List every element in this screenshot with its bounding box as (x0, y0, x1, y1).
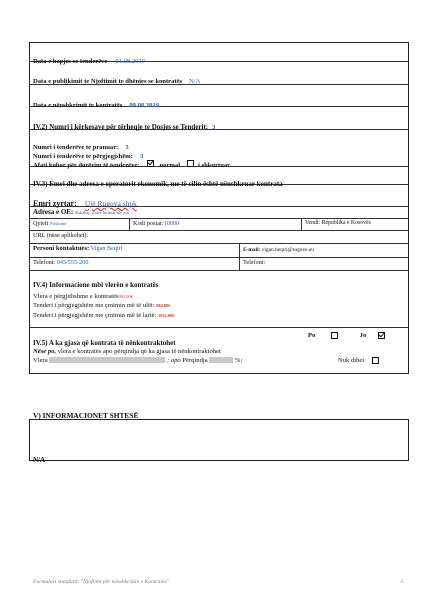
publication-date-value: N/A (189, 78, 201, 85)
requests-count-label: IV.2) Numri i kërkesave për tërheqje te Dosjes se Tenderit: (33, 123, 209, 131)
additional-info-value: N/A (33, 456, 46, 464)
publication-date-row (30, 62, 408, 85)
total-value-label: Vlera e përgjithshme e kontratës (33, 293, 119, 300)
contact-label: Personi kontaktues: (33, 245, 90, 252)
phone-row (30, 258, 408, 271)
yes-checkbox[interactable] (378, 332, 385, 339)
contract-info-form (29, 42, 409, 374)
email-value: vigan.beqiri@rugove.eu (261, 247, 315, 253)
yes-option-label: Jo (359, 332, 367, 340)
if-yes-label: Nëse po, (33, 348, 57, 355)
section-iv4-title: IV.4) Informacione mbi vlerën e kontratës (33, 281, 159, 289)
subcontract-value-label: Vlera (33, 357, 48, 364)
received-tenders-label: Numri i tenderëve te pranuar: (33, 144, 119, 151)
contact-value: Vigan Beqiri (90, 245, 123, 252)
if-yes-description: vlera e kontratës apo përqindja që ka gjasa të nënkontraktohet (57, 348, 221, 355)
url-row (30, 231, 408, 244)
additional-info-box (29, 419, 409, 464)
total-value: 984.00€ (118, 294, 133, 299)
highest-price-value: 1032.00€ (158, 313, 175, 318)
section-iv5-title: IV.5) A ka gjasa që kontrata të nënkontraktohet (33, 339, 176, 347)
or-label: ; apo (166, 357, 181, 364)
deadline-label: Afati kohor për dorëzim të tenderëve: (33, 162, 140, 169)
short-option-label: i shkurtuar (198, 162, 231, 169)
highest-price-label: Tenderi i përgjegjshëm me çmimin më të lartë: (33, 312, 157, 319)
unknown-checkbox[interactable] (372, 357, 379, 364)
url-label: URL (nëse aplikohet): (33, 232, 89, 239)
opening-date-row (30, 43, 408, 65)
section-iv5 (30, 328, 408, 373)
email-label: E-mail: (243, 247, 261, 253)
signing-date-row (30, 85, 408, 107)
received-tenders-value: 3 (125, 144, 129, 151)
page-number: 3 (400, 579, 403, 585)
opening-date-value: 01.08.2019 (115, 58, 146, 65)
fax-label: Telefoni: (243, 259, 266, 266)
page-footer (33, 579, 403, 585)
percent-suffix: %; (234, 357, 243, 364)
city-label: Qyteti (33, 220, 49, 227)
normal-option-label: normal (159, 162, 181, 169)
address-label: Adresa e OE: (33, 208, 74, 216)
official-name-row (30, 185, 408, 206)
requests-count-row (30, 107, 408, 130)
address-value: Shkabaj, Zona Industriale p.n (74, 210, 130, 215)
postal-label: Kodi postar: (133, 220, 164, 227)
section-v-title: V) INFORMACIONET SHTESË (33, 411, 139, 420)
phone-label: Telefoni: (33, 259, 56, 266)
city-row (30, 219, 408, 231)
official-name-label: Emri zyrtar: (33, 199, 77, 208)
footer-text: Formulari standard: "Njoftimi për nënshkrimin e Kontratës" (33, 579, 169, 585)
subcontract-value-field[interactable] (49, 357, 165, 363)
no-option-label: Po (308, 332, 316, 340)
postal-value: 10000 (163, 220, 180, 227)
official-name-value: Ujë Rugova shpk (84, 199, 137, 208)
opening-date-label: Data e hapjes se tenderëve (33, 58, 108, 65)
responsive-tenders-label: Numri i tenderëve te përgjegjshëm: (33, 153, 133, 160)
section-iv3-header (30, 167, 408, 188)
lowest-price-label: Tenderi i përgjegjshëm me çmimin më të ulët: (33, 302, 155, 309)
tenders-row (30, 130, 408, 167)
unknown-label: Nuk dihet (338, 357, 365, 365)
normal-checkbox[interactable] (147, 160, 154, 167)
signing-date-label: Data e nënshkrimit te kontratës (33, 102, 123, 109)
publication-date-label: Data e publikimit te Njoftimit te dhënies se kontratës (33, 78, 183, 85)
contact-row (30, 244, 408, 258)
percent-label: Përqindja (182, 357, 208, 364)
city-value: Prishtinë (50, 221, 67, 226)
phone-value: 045/555-200 (56, 259, 89, 266)
no-checkbox[interactable] (331, 332, 338, 339)
country-value: Republika e Kosovës (321, 220, 371, 226)
lowest-price-value: 984.00€ (156, 303, 171, 308)
requests-count-value: 3 (212, 124, 216, 131)
percent-field[interactable] (209, 357, 233, 363)
short-checkbox[interactable] (187, 160, 194, 167)
signing-date-value: 09.08.2019 (129, 102, 160, 109)
responsive-tenders-value: 3 (139, 153, 144, 160)
section-iv4 (30, 271, 408, 328)
country-label: Vendi: (305, 220, 321, 226)
section-iv3-title: IV.3) Emri dhe adresa e operatorit ekonomik, me të cilin është nënshkruar kontrata (33, 180, 283, 188)
